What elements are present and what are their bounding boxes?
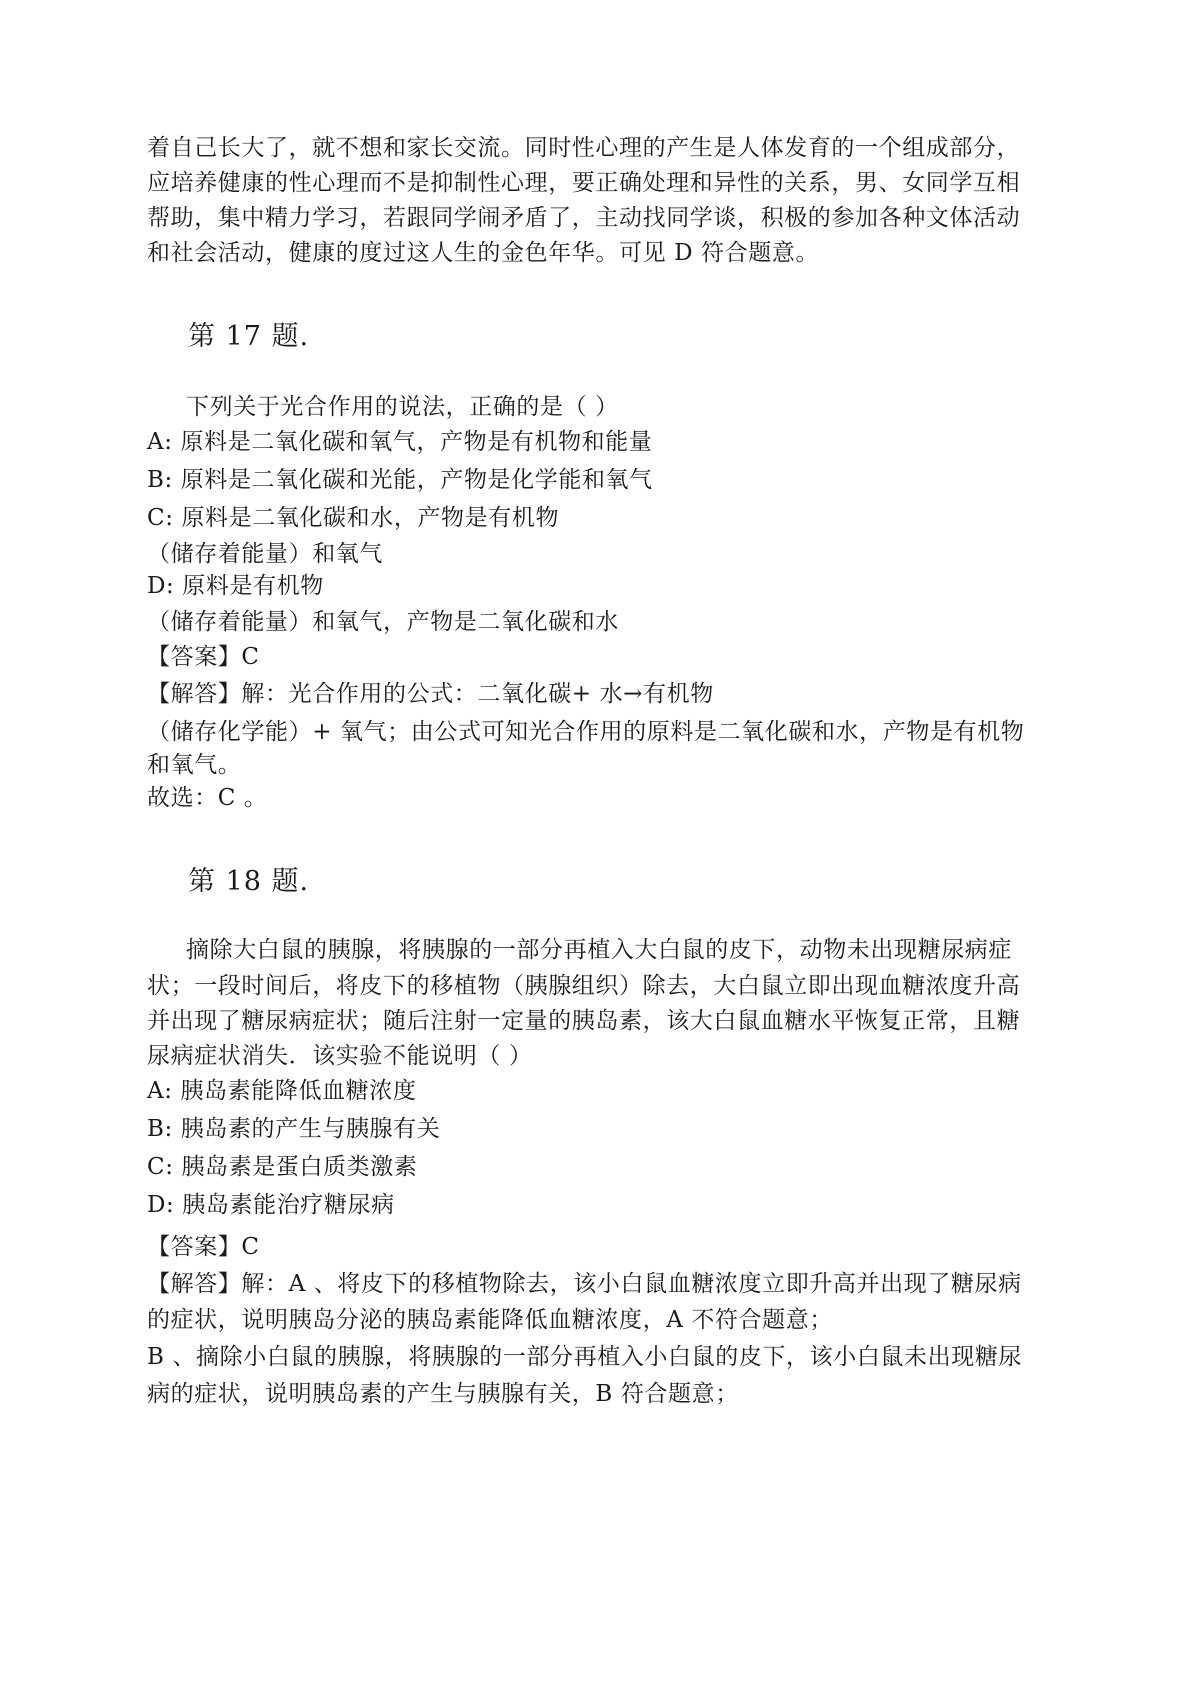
answer-line: 【答案】C [147,1234,260,1260]
question-stem-line: 尿病症状消失．该实验不能说明（ ） [147,1043,533,1069]
question-header: 第 17 题. [188,321,310,352]
answer-line: 【答案】C [147,644,260,670]
question-stem-line: 并出现了糖尿病症状；随后注射一定量的胰岛素，该大白鼠血糖水平恢复正常，且糖 [147,1008,1021,1034]
question-stem-line: 摘除大白鼠的胰腺，将胰腺的一部分再植入大白鼠的皮下，动物未出现糖尿病症 [186,937,1012,963]
explanation-line: 的症状，说明胰岛分泌的胰岛素能降低血糖浓度，A 不符合题意； [147,1307,833,1333]
paragraph-line: 帮助，集中精力学习，若跟同学闹矛盾了，主动找同学谈，积极的参加各种文体活动 [147,205,1021,231]
paragraph-line: 和社会活动，健康的度过这人生的金色年华。可见 D 符合题意。 [147,240,820,266]
explanation-line: 和氧气。 [147,752,242,778]
option-b: B: 原料是二氧化碳和光能，产物是化学能和氧气 [147,467,653,493]
question-stem: 下列关于光合作用的说法，正确的是（ ） [186,394,619,420]
explanation-line: B 、摘除小白鼠的胰腺，将胰腺的一部分再植入小白鼠的皮下，该小白鼠未出现糖尿 [147,1344,1023,1370]
question-header: 第 18 题. [188,866,310,897]
option-a: A: 原料是二氧化碳和氧气，产物是有机物和能量 [147,429,653,455]
option-d: D: 原料是有机物 [147,573,324,599]
explanation-line: 【解答】解：A 、将皮下的移植物除去，该小白鼠血糖浓度立即升高并出现了糖尿病 [147,1271,1022,1297]
option-d: D: 胰岛素能治疗糖尿病 [147,1192,395,1218]
explanation-line: 病的症状，说明胰岛素的产生与胰腺有关，B 符合题意； [147,1381,739,1407]
option-c-continued: （储存着能量）和氧气 [147,541,383,567]
option-c: C: 原料是二氧化碳和水，产物是有机物 [147,505,560,531]
question-stem-line: 状；一段时间后，将皮下的移植物（胰腺组织）除去，大白鼠立即出现血糖浓度升高 [147,973,1021,999]
explanation-line: 【解答】解：光合作用的公式：二氧化碳+ 水→有机物 [147,681,714,707]
option-a: A: 胰岛素能降低血糖浓度 [147,1078,417,1104]
explanation-line: 故选：C 。 [147,785,268,811]
option-d-continued: （储存着能量）和氧气，产物是二氧化碳和水 [147,609,619,635]
option-b: B: 胰岛素的产生与胰腺有关 [147,1116,441,1142]
option-c: C: 胰岛素是蛋白质类激素 [147,1154,418,1180]
paragraph-line: 应培养健康的性心理而不是抑制性心理，要正确处理和异性的关系，男、女同学互相 [147,170,1021,196]
paragraph-line: 着自己长大了，就不想和家长交流。同时性心理的产生是人体发育的一个组成部分， [147,135,1021,161]
explanation-line: （储存化学能）+ 氧气；由公式可知光合作用的原料是二氧化碳和水，产物是有机物 [147,719,1025,745]
